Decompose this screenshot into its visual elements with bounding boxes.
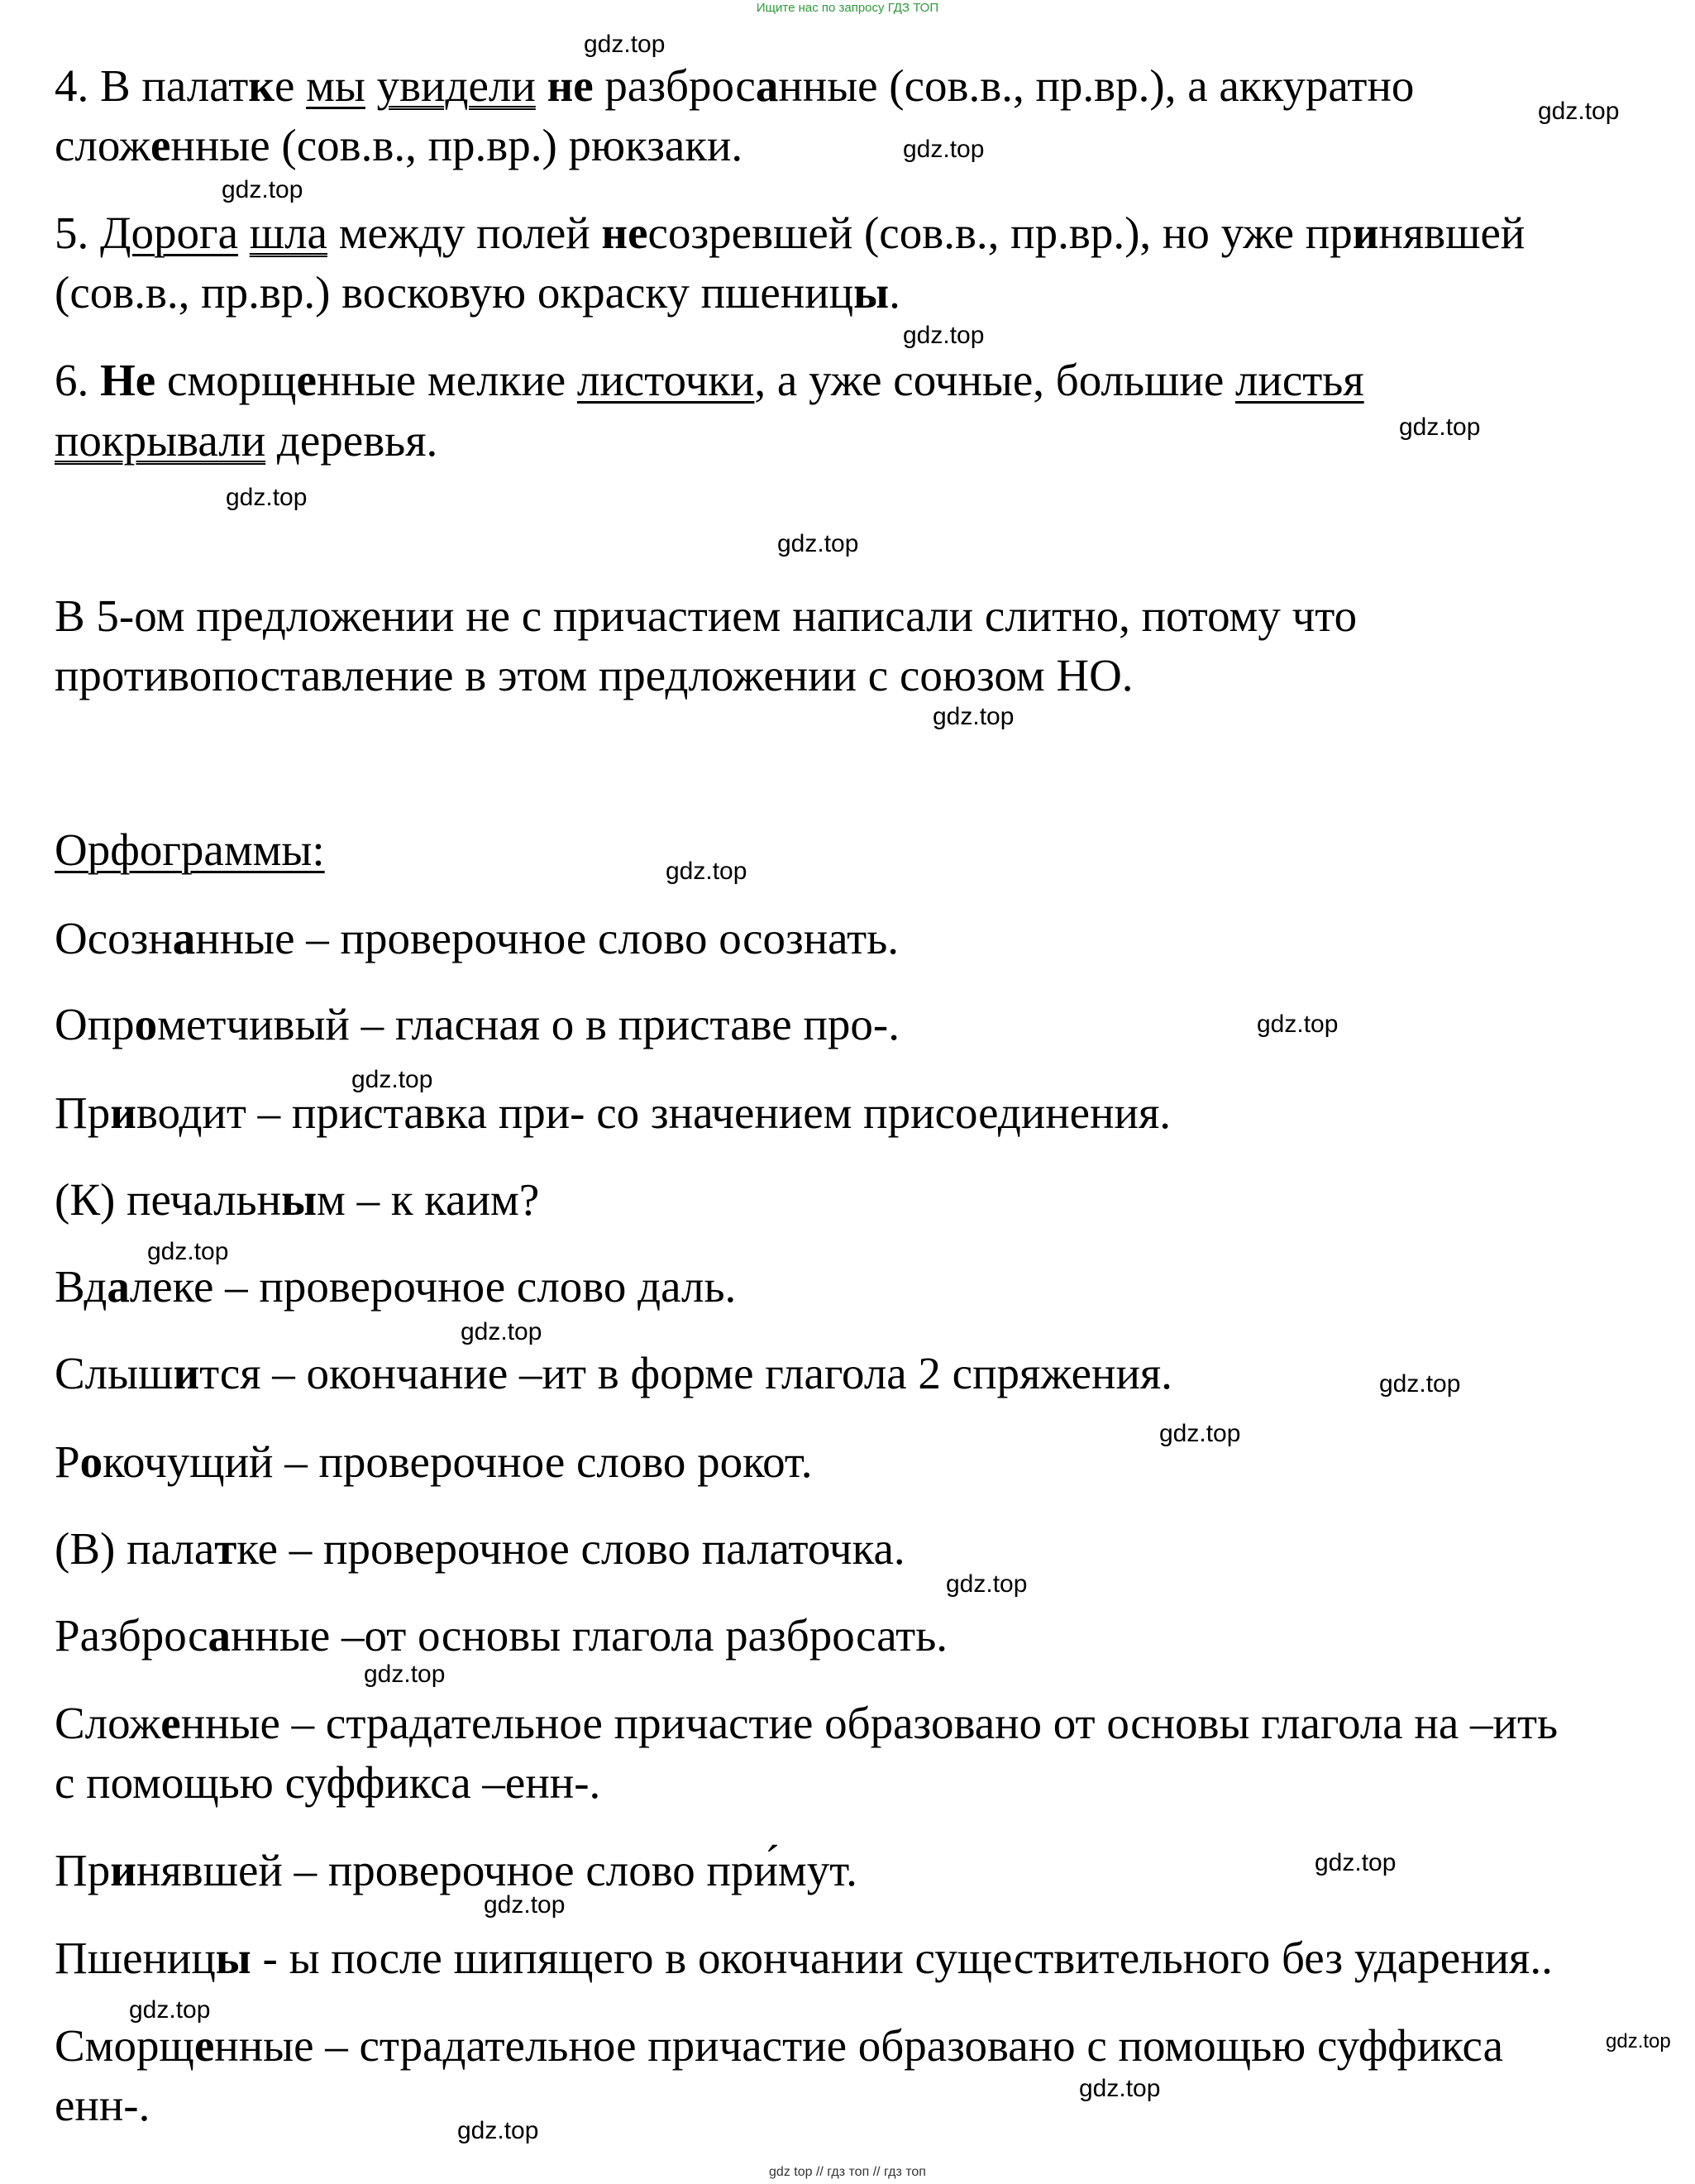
negation: не [547, 60, 594, 111]
watermark: gdz.top [1159, 1420, 1241, 1447]
sentence-6-line-2: покрывали деревья. [55, 415, 438, 466]
watermark: gdz.top [147, 1238, 229, 1265]
sentence-4-line-1: 4. В палатке мы увидели не разбросанные (сов.в., пр.вр.), а аккуратно [55, 60, 1415, 111]
orthogram-item: Разбросанные –от основы глагола разбросать. [55, 1610, 948, 1661]
predicate: шла [249, 208, 327, 258]
orthogram-item: Рокочущий – проверочное слово рокот. [55, 1436, 813, 1487]
watermark: gdz.top [1315, 1849, 1397, 1876]
watermark: gdz.top [1538, 98, 1620, 125]
watermark: gdz.top [129, 1996, 211, 2024]
explanation-line-1: В 5-ом предложении не с причастием написали слитно, потому что [55, 590, 1358, 641]
sentence-5-line-1: 5. Дорога шла между полей несозревшей (сов.в., пр.вр.), но уже принявшей [55, 208, 1526, 258]
explanation-line-2: противопоставление в этом предложении с союзом НО. [55, 650, 1134, 700]
orthogram-item: Сморщенные – страдательное причастие образовано с помощью суффикса [55, 2020, 1504, 2071]
watermark: gdz.top [484, 1891, 566, 1919]
predicate: покрывали [55, 415, 266, 466]
sentence-6-line-1: 6. Не сморщенные мелкие листочки, а уже сочные, большие листья [55, 355, 1364, 405]
orthogram-item-continuation: с помощью суффикса –енн-. [55, 1757, 601, 1808]
watermark: gdz.top [1079, 2075, 1161, 2102]
watermark: gdz.top [903, 136, 985, 163]
watermark: gdz.top [933, 703, 1015, 730]
subject: мы [306, 60, 365, 111]
orthogram-item: Осознанные – проверочное слово осознать. [55, 913, 900, 963]
orthogram-item: Опрометчивый – гласная о в приставе про-. [55, 999, 900, 1049]
watermark: gdz.top [1606, 2030, 1671, 2053]
watermark: gdz.top [1399, 413, 1481, 441]
sentence-5-line-2: (сов.в., пр.вр.) восковую окраску пшеницы. [55, 267, 900, 318]
orthogram-item: Принявшей – проверочное слово при́мут. [55, 1845, 857, 1895]
watermark: gdz.top [1257, 1011, 1339, 1038]
orthograms-heading: Орфограммы: [55, 824, 325, 875]
orthogram-item: Вдалеке – проверочное слово даль. [55, 1261, 737, 1312]
watermark: gdz.top [351, 1066, 433, 1093]
watermark: gdz.top [1379, 1370, 1461, 1398]
watermark: gdz.top [226, 484, 308, 511]
top-banner: Ищите нас по запросу ГДЗ ТОП [756, 1, 939, 15]
watermark: gdz.top [461, 1318, 542, 1345]
watermark: gdz.top [364, 1661, 446, 1688]
sentence-4-line-2: сложенные (сов.в., пр.вр.) рюкзаки. [55, 120, 743, 170]
negation: не [601, 208, 648, 258]
orthogram-item: Пшеницы - ы после шипящего в окончании существительного без ударения.. [55, 1933, 1553, 1983]
subject: листья [1234, 355, 1364, 405]
orthogram-item: Сложенные – страдательное причастие образовано от основы глагола на –ить [55, 1698, 1559, 1748]
watermark: gdz.top [946, 1570, 1028, 1598]
orthogram-item: Приводит – приставка при- со значением присоединения. [55, 1087, 1171, 1138]
subject: Дорога [100, 208, 238, 258]
orthogram-item: Слышится – окончание –ит в форме глагола 2 спряжения. [55, 1348, 1172, 1398]
orthogram-item: (К) печальным – к каим? [55, 1174, 540, 1225]
orthogram-item: (В) палатке – проверочное слово палаточка. [55, 1523, 905, 1574]
watermark: gdz.top [903, 322, 985, 349]
predicate: увидели [376, 60, 536, 111]
watermark: gdz.top [584, 31, 666, 58]
orthogram-item-continuation: енн-. [55, 2080, 150, 2130]
watermark: gdz.top [457, 2117, 539, 2144]
object: листочки [576, 355, 755, 405]
watermark: gdz.top [666, 858, 747, 885]
negation: Не [100, 355, 156, 405]
watermark: gdz.top [222, 176, 303, 203]
bottom-banner: gdz top // гдз топ // гдз топ [769, 2165, 926, 2179]
watermark: gdz.top [777, 530, 859, 557]
